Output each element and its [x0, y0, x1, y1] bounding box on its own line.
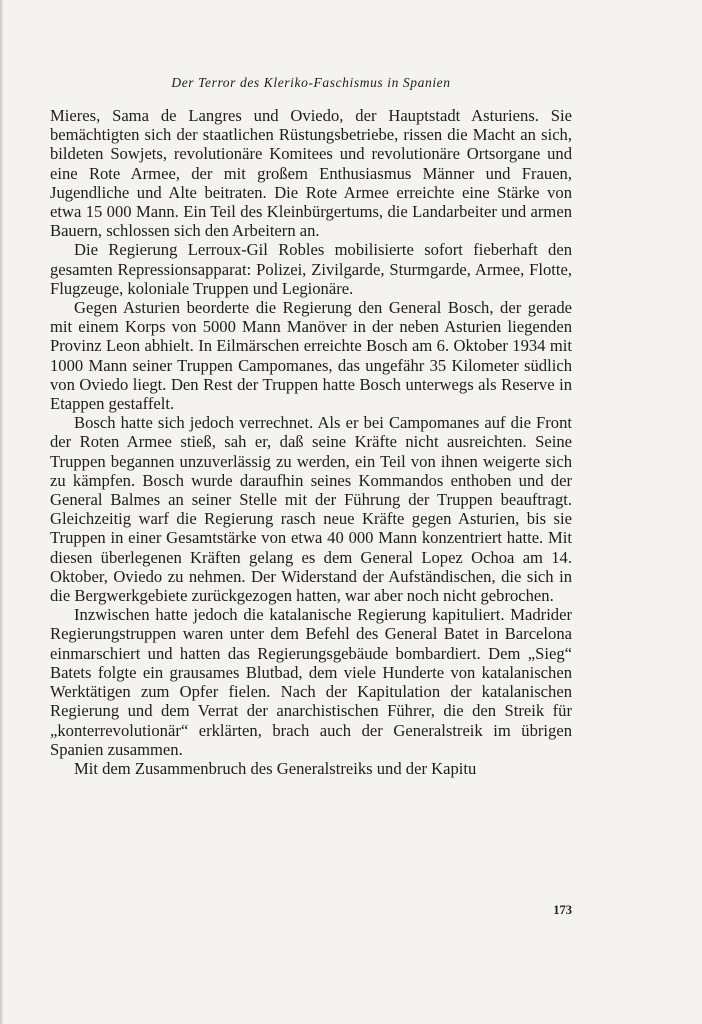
running-head: Der Terror des Kleriko-Faschismus in Spanien — [171, 75, 451, 90]
paragraph-6: Mit dem Zusammenbruch des Generalstreiks und der Kapitu — [74, 758, 477, 778]
page-number: 173 — [553, 903, 572, 917]
paragraph-4: Bosch hatte sich jedoch verrechnet. Als er bei Campomanes auf die Front der Roten Armee stieß, sah er, daß seine Kräfte nicht ausreichten. Seine Truppen begannen unzuverlässig zu werden, ein Teil von ihnen weigerte sich zu kämpfen. Bosch wurde daraufhin seines Kommandos enthoben und der General Balmes an seiner Stelle mit der Führung der Truppen beauftragt. Gleichzeitig warf die Regierung rasch neue Kräfte gegen Asturien, bis sie Truppen in einer Gesamtstärke von etwa 40 000 Mann konzentriert hatte. Mit diesen überlegenen Kräften gelang es dem General Lopez Ochoa am 14. Oktober, Oviedo zu nehmen. Der Widerstand der Aufständischen, die sich in die Bergwerkgebiete zurückgezogen hatten, war aber noch nicht gebrochen. — [50, 413, 572, 606]
paragraph-3: Gegen Asturien beorderte die Regierung den General Bosch, der gerade mit einem Korps von 5000 Mann Manöver in der neben Asturien liegenden Provinz Leon abhielt. In Eilmärschen erreichte Bosch am 6. Oktober 1934 mit 1000 Mann seiner Truppen Campomanes, das ungefähr 35 Kilometer südlich von Oviedo liegt. Den Rest der Truppen hatte Bosch unterwegs als Reserve in Etappen gestaffelt. — [50, 298, 572, 414]
body-text — [50, 106, 572, 778]
paragraph-1: Mieres, Sama de Langres und Oviedo, der Hauptstadt Asturiens. Sie bemächtigten sich der staatlichen Rüstungsbetriebe, rissen die Macht an sich, bildeten Sowjets, revolutionäre Komitees und revolutionäre Ortsorgane und eine Rote Armee, der mit großem Enthusiasmus Männer und Frauen, Jugendliche und Alte beitraten. Die Rote Armee erreichte eine Stärke von etwa 15 000 Mann. Ein Teil des Kleinbürgertums, die Landarbeiter und armen Bauern, schlossen sich den Arbeitern an. — [50, 106, 572, 241]
paragraph-2: Die Regierung Lerroux-Gil Robles mobilisierte sofort fieberhaft den gesamten Repressionsapparat: Polizei, Zivilgarde, Sturmgarde, Armee, Flotte, Flugzeuge, koloniale Truppen und Legionäre. — [50, 240, 572, 298]
paragraph-5: Inzwischen hatte jedoch die katalanische Regierung kapituliert. Madrider Regierungstruppen waren unter dem Befehl des General Batet in Barcelona einmarschiert und hatten das Regierungsgebäude bombardiert. Dem „Sieg“ Batets folgte ein grausames Blutbad, dem viele Hunderte von katalanischen Werktätigen zum Opfer fielen. Nach der Kapitulation der katalanischen Regierung und dem Verrat der anarchistischen Führer, die den Streik für „konterrevolutionär“ erklärten, brach auch der Generalstreik im übrigen Spanien zusammen. — [50, 605, 572, 759]
page-edge-shadow — [0, 0, 4, 1024]
